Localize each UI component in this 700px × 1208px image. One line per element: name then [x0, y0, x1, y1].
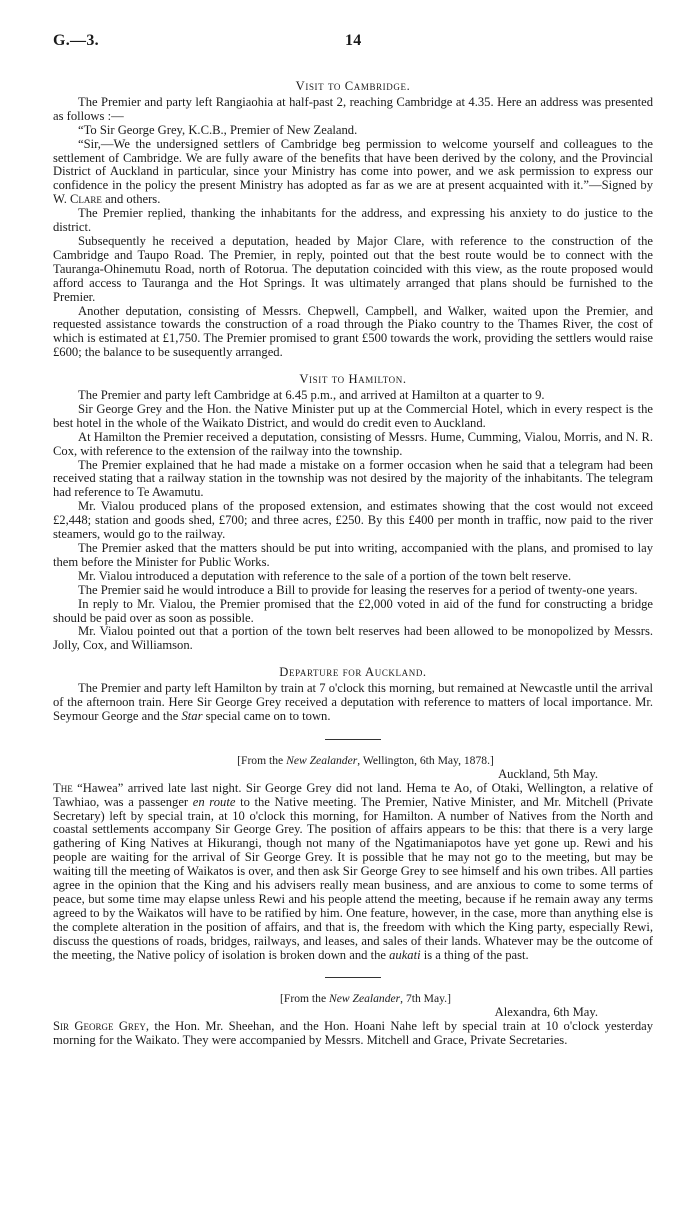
paragraph	[53, 138, 653, 208]
paragraph: At Hamilton the Premier received a deputation, consisting of Messrs. Hume, Cumming, Vialou, Morris, and N. R. Cox, with reference to the extension of the railway into the township.	[53, 429, 653, 458]
extract-new-zealander-7th-may	[53, 992, 653, 1048]
lead-words: Sir George Grey	[53, 1019, 146, 1034]
paragraph	[53, 1020, 653, 1048]
paragraph: Subsequently he received a deputation, headed by Major Clare, with reference to the construction of the Cambridge and Taupo Road. The Premier, in reply, pointed out that the best route would be to connect with the Tauranga-Ohinemutu Road, north of Rotorua. The deputation coincided with this view, as the route proposed would afford access to Tauranga and the Hot Springs. It was ultimately arranged that plans should be furnished to the Premier.	[53, 233, 653, 304]
section-heading: Departure for Auckland.	[279, 665, 427, 680]
paragraph: Sir George Grey and the Hon. the Native Minister put up at the Commercial Hotel, which in every respect is the best hotel in the whole of the Waikato District, and would do credit even to Auckland.	[53, 401, 653, 430]
text-italic: aukati	[389, 947, 421, 962]
text: The Premier and party left Hamilton by train at 7 o'clock this morning, but remained at Newcastle until the arrival of the afternoon train. Here Sir George Grey received a deputation with reference to matters of local importance. Mr. Seymour George and the	[53, 681, 653, 723]
document-reference: G.—3.	[53, 32, 99, 49]
page-number: 14	[345, 32, 362, 49]
paragraph: Mr. Vialou produced plans of the proposed extension, and estimates showing that the cost would not exceed £2,448; station and goods shed, £700; and three acres, £250. By this £400 per month in traffic, now paid to the river steamers, would go to the railway.	[53, 499, 653, 542]
section-visit-to-hamilton	[53, 373, 653, 653]
paragraph: Another deputation, consisting of Messrs. Chepwell, Campbell, and Walker, waited upon the Premier, and requested assistance towards the construction of a road through the Piako country to the Thames River, the cost of which is estimated at £1,750. The Premier promised to grant £500 towards the work, providing the settlers would raise £600; the balance to be susequently arranged.	[53, 303, 653, 360]
text: is a thing of the past.	[420, 947, 529, 962]
source-citation	[53, 992, 653, 1006]
paragraph	[53, 682, 653, 724]
section-heading: Visit to Hamilton.	[299, 372, 407, 387]
text: and others.	[101, 192, 161, 207]
text: to the Native meeting. The Premier, Native Minister, and Mr. Mitchell (Private Secretary) left by special train, at 10 o'clock this morning, for Hamilton. A number of Natives from the North and coastal settlements accompany Sir George Grey. The position of affairs appears to be this: that there is a very large gathering of King Natives at Hikurangi, though not many of the Ngatimaniapotos have yet gone up. Rewi and his people are waiting for the arrival of Sir George Grey. It is possible that he may not go to the meeting, but may be waiting till the meeting of Waikatos is over, and then ask Sir George Grey to see himself and his own tribes. All parties agree in the opinion that the King and his advisers really mean business, and are anxious to come to some terms of peace, but some time may elapse unless Rewi and his people attend the meeting, because if he remain away any terms agreed to by the Waikatos will have to be ratified by him. One feature, however, in the case, more than anything else is the complete alteration in the position of affairs, and that is, the freedom with which the King party, especially Rewi, discuss the questions of roads, bridges, railways, and leases, and sales of their lands. Whatever may be the outcome of the meeting, the Native policy of isolation is broken down and the	[53, 794, 653, 962]
paragraph: Mr. Vialou pointed out that a portion of the town belt reserves had been allowed to be monopolized by Messrs. Jolly, Cox, and Williamson.	[53, 624, 653, 653]
text: “Sir,—We the undersigned settlers of Cambridge beg permission to welcome yourself and colleagues to the settlement of Cambridge. We are fully aware of the benefits that have been derived by the colony, and the Provincial District of Auckland in particular, since your Ministry has come into power, and we ask permission to express our confidence in the policy the present Ministry has adopted as far as we are at present acquainted with it.”—Signed by W.	[53, 136, 653, 207]
paragraph: The Premier replied, thanking the inhabitants for the address, and expressing his anxiety to do justice to the district.	[53, 206, 653, 235]
newspaper-name: New Zealander	[329, 992, 401, 1006]
paragraph: The Premier and party left Cambridge at 6.45 p.m., and arrived at Hamilton at a quarter to 9.	[78, 388, 545, 403]
text: “Hawea” arrived late last night. Sir George Grey did not land. Hema te Ao, of Otaki, Wellington, a relative of Tawhiao, was a passenger	[53, 780, 653, 809]
dateline: Auckland, 5th May.	[498, 766, 598, 781]
text: , Wellington, 6th May, 1878.]	[357, 753, 494, 767]
divider	[325, 977, 381, 978]
text: [From the	[280, 992, 329, 1006]
text: , 7th May.]	[400, 992, 451, 1006]
paragraph: The Premier explained that he had made a mistake on a former occasion when he said that a telegram had been received stating that a railway station in the township was not desired by the majority of the inhabitants. The telegram had reference to Te Awamutu.	[53, 457, 653, 500]
newspaper-name: Star	[181, 708, 203, 723]
extract-new-zealander-6th-may	[53, 754, 653, 963]
text-italic: en route	[192, 794, 236, 809]
signatory-name: Clare	[70, 192, 102, 207]
paragraph: In reply to Mr. Vialou, the Premier promised that the £2,000 voted in aid of the fund for constructing a bridge should be paid over as soon as possible.	[53, 596, 653, 625]
paragraph: “To Sir George Grey, K.C.B., Premier of New Zealand.	[78, 122, 358, 137]
dateline: Alexandra, 6th May.	[494, 1005, 598, 1020]
newspaper-name: New Zealander	[286, 753, 358, 767]
text: , the Hon. Mr. Sheehan, and the Hon. Hoani Nahe left by special train at 10 o'clock yesterday morning for the Waikato. They were accompanied by Messrs. Mitchell and Grace, Private Secretaries.	[53, 1019, 653, 1048]
paragraph: The Premier and party left Rangiaohia at half-past 2, reaching Cambridge at 4.35. Here an address was presented as follows :—	[53, 94, 653, 123]
document-body	[53, 80, 653, 1048]
source-citation	[53, 754, 653, 768]
paragraph: The Premier said he would introduce a Bill to provide for leasing the reserves for a period of twenty-one years.	[78, 582, 638, 597]
text: [From the	[237, 753, 287, 767]
paragraph	[53, 782, 653, 963]
section-visit-to-cambridge	[53, 80, 653, 360]
section-departure-for-auckland	[53, 666, 653, 724]
section-heading: Visit to Cambridge.	[295, 79, 411, 93]
paragraph: Mr. Vialou introduced a deputation with reference to the sale of a portion of the town belt reserve.	[78, 568, 572, 583]
text: special came on to town.	[202, 708, 331, 723]
paragraph: The Premier asked that the matters should be put into writing, accompanied with the plans, and promised to lay them before the Minister for Public Works.	[53, 541, 653, 569]
divider	[325, 739, 381, 740]
lead-word: The	[53, 780, 73, 795]
